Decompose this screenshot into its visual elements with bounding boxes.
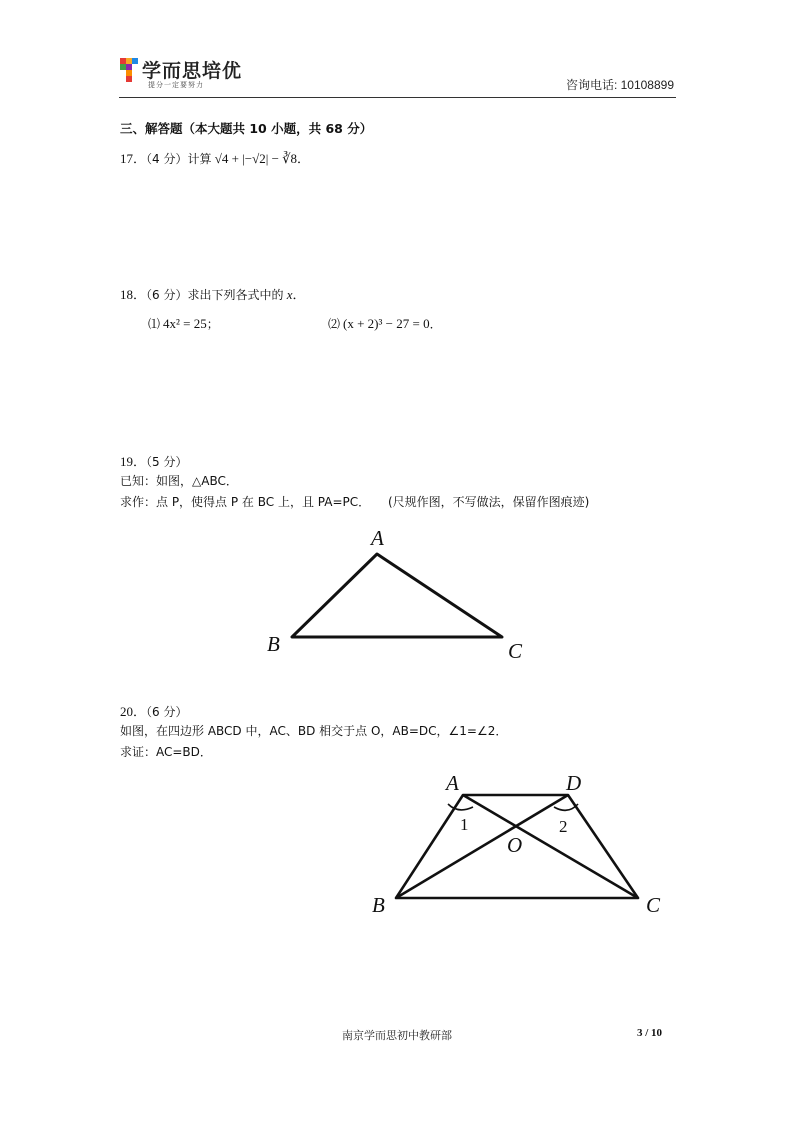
q18-part2-label: ⑵ <box>328 317 341 331</box>
header-divider <box>119 97 676 98</box>
logo-title: 学而思培优 <box>142 60 243 82</box>
vertex-a-label: A <box>446 771 459 795</box>
q19-number: 19． <box>120 454 147 469</box>
q18-part2-end: ． <box>429 317 442 331</box>
hotline: 咨询电话: 10108899 <box>565 78 674 92</box>
quadrilateral-abcd-figure <box>360 770 680 920</box>
q17-end: ． <box>297 151 311 166</box>
q17-prompt: 计算 <box>187 152 212 166</box>
vertex-b-label: B <box>267 632 280 656</box>
triangle-abc-figure <box>260 525 540 665</box>
q19-task-line <box>120 493 589 510</box>
q18-part1-end: ； <box>206 317 219 331</box>
q18-end: ． <box>292 287 306 302</box>
q18-part-2 <box>328 315 442 332</box>
angle-1-label: 1 <box>460 815 469 834</box>
logo-mark-icon <box>120 58 138 84</box>
diagonal-bd <box>396 795 568 898</box>
q19-given: 已知：如图，△ABC． <box>120 474 238 488</box>
q19-note: (尺规作图，不写做法，保留作图痕迹) <box>387 495 590 509</box>
brand-logo <box>120 56 260 90</box>
vertex-d-label: D <box>566 771 582 795</box>
q18-prompt: 求出下列各式中的 <box>187 288 284 302</box>
q20-number: 20． <box>120 704 147 719</box>
q19-points: （5 分） <box>146 455 188 469</box>
vertex-a-label: A <box>371 526 384 550</box>
angle-2-label: 2 <box>559 817 568 836</box>
question-18 <box>120 284 306 303</box>
q18-part1-label: ⑴ <box>148 317 161 331</box>
diagonal-ac <box>463 795 638 898</box>
vertex-b-label: B <box>372 893 385 917</box>
q18-number: 18． <box>120 287 147 302</box>
q18-part-1 <box>148 315 219 332</box>
q17-expression: √4 + |−√2| − ∛8 <box>214 151 297 166</box>
question-20 <box>120 701 187 720</box>
q17-number: 17． <box>120 151 147 166</box>
footer-org: 南京学而思初中教研部 <box>342 1029 452 1042</box>
vertex-c-label: C <box>646 893 661 917</box>
q20-prove: 求证：AC=BD． <box>120 745 212 759</box>
q20-points: （6 分） <box>146 705 188 719</box>
section-title: 三、解答题（本大题共 10 小题，共 68 分） <box>120 121 373 136</box>
q20-given: 如图，在四边形 ABCD 中，AC、BD 相交于点 O，AB=DC，∠1=∠2． <box>120 724 508 738</box>
q18-part2-expression: (x + 2)³ − 27 = 0 <box>343 316 430 331</box>
q18-part1-expression: 4x² = 25 <box>163 316 207 331</box>
q18-variable: x <box>286 287 293 302</box>
logo-slogan: 提分一定要努力 <box>148 81 204 89</box>
page-number: 3 / 10 <box>636 1027 662 1039</box>
question-17 <box>120 148 310 167</box>
vertex-c-label: C <box>508 639 523 663</box>
question-19 <box>120 451 187 470</box>
q17-points: （4 分） <box>146 152 188 166</box>
triangle-abc <box>292 554 502 637</box>
angle-1-arc <box>448 804 473 810</box>
q18-points: （6 分） <box>146 288 188 302</box>
q19-task: 求作：点 P，使得点 P 在 BC 上，且 PA=PC． <box>120 495 371 509</box>
point-o-label: O <box>507 833 523 857</box>
